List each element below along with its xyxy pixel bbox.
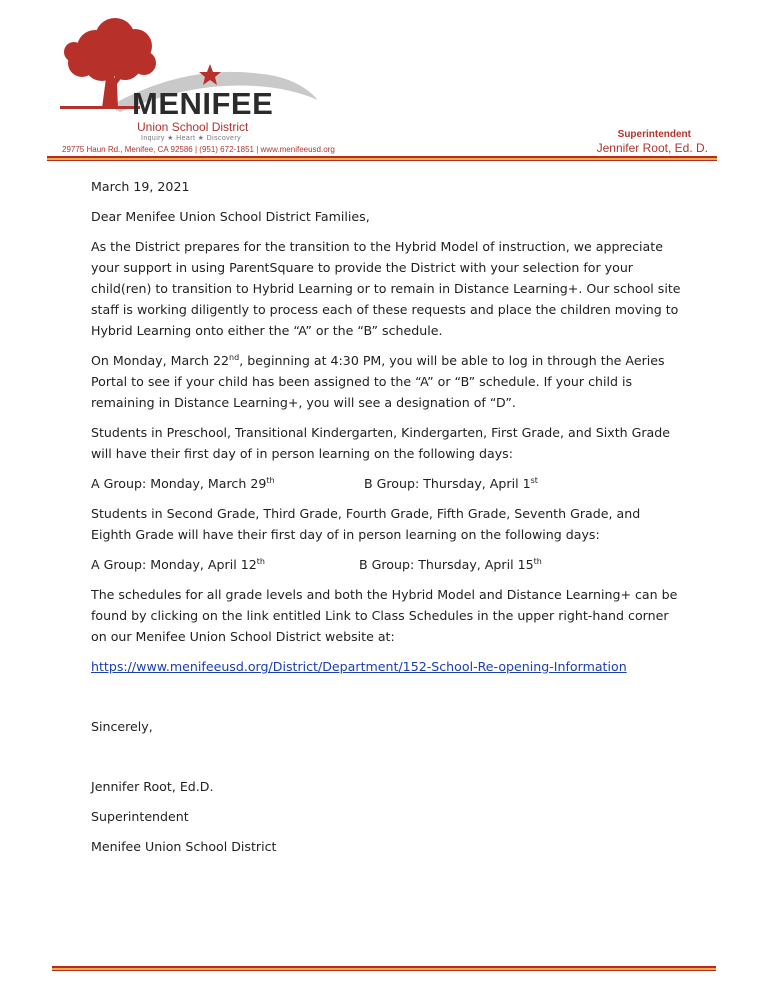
logo-tagline: Inquiry ★ Heart ★ Discovery	[141, 135, 241, 142]
reopening-info-link[interactable]: https://www.menifeeusd.org/District/Department/152-School-Re-opening-Information	[91, 659, 627, 674]
district-logo	[40, 8, 340, 148]
paragraph-group1-intro: Students in Preschool, Transitional Kindergarten, Kindergarten, First Grade, and Sixth Grade will have their first day of in person learning on the following days:	[91, 425, 671, 461]
district-address: 29775 Haun Rd., Menifee, CA 92586 | (951) 672-1851 | www.menifeeusd.org	[62, 145, 335, 154]
letter-body	[91, 176, 681, 866]
superintendent-title: Superintendent	[617, 129, 691, 140]
letter-closing: Sincerely,	[91, 719, 153, 734]
letter-salutation: Dear Menifee Union School District Families,	[91, 209, 370, 224]
group2-b: B Group: Thursday, April 15th	[359, 556, 542, 572]
paragraph-intro: As the District prepares for the transition to the Hybrid Model of instruction, we appreciate your support in using ParentSquare to provide the District with your selection for your child(ren) to transition to Hybrid Learning or to remain in Distance Learning+. Our school site staff is working diligently to process each of these requests and place the children moving to Hybrid Learning onto either the “A” or the “B” schedule.	[91, 239, 681, 338]
signature-org: Menifee Union School District	[91, 839, 277, 854]
superintendent-name: Jennifer Root, Ed. D.	[596, 141, 708, 155]
letterhead	[0, 0, 767, 170]
group1-a: A Group: Monday, March 29th	[91, 475, 275, 491]
letter-date: March 19, 2021	[91, 179, 190, 194]
ordinal-suffix: nd	[229, 352, 240, 362]
paragraph-group2-intro: Students in Second Grade, Third Grade, Fourth Grade, Fifth Grade, Seventh Grade, and Eighth Grade will have their first day of in person learning on the following days:	[91, 506, 641, 542]
footer-divider	[52, 966, 716, 971]
group2-a: A Group: Monday, April 12th	[91, 556, 265, 572]
paragraph-aeries	[91, 350, 681, 413]
logo-name: MENIFEE	[132, 86, 274, 121]
group1-dates	[91, 473, 681, 494]
logo-subtitle: Union School District	[137, 120, 249, 134]
paragraph-aeries-rest: , beginning at 4:30 PM, you will be able to log in through the Aeries Portal to see if your child has been assigned to the “A” or “B” schedule. If your child is remaining in Distance Learning+, you will see a designation of “D”.	[91, 353, 665, 410]
header-divider	[47, 156, 717, 161]
group2-dates	[91, 554, 681, 575]
paragraph-aeries-start: On Monday, March 22	[91, 353, 230, 368]
group1-b: B Group: Thursday, April 1st	[364, 475, 538, 491]
signature-title: Superintendent	[91, 809, 189, 824]
signature-name: Jennifer Root, Ed.D.	[91, 779, 214, 794]
paragraph-schedules: The schedules for all grade levels and both the Hybrid Model and Distance Learning+ can be found by clicking on the link entitled Link to Class Schedules in the upper right-hand corner on our Menifee Union School District website at:	[91, 587, 678, 644]
